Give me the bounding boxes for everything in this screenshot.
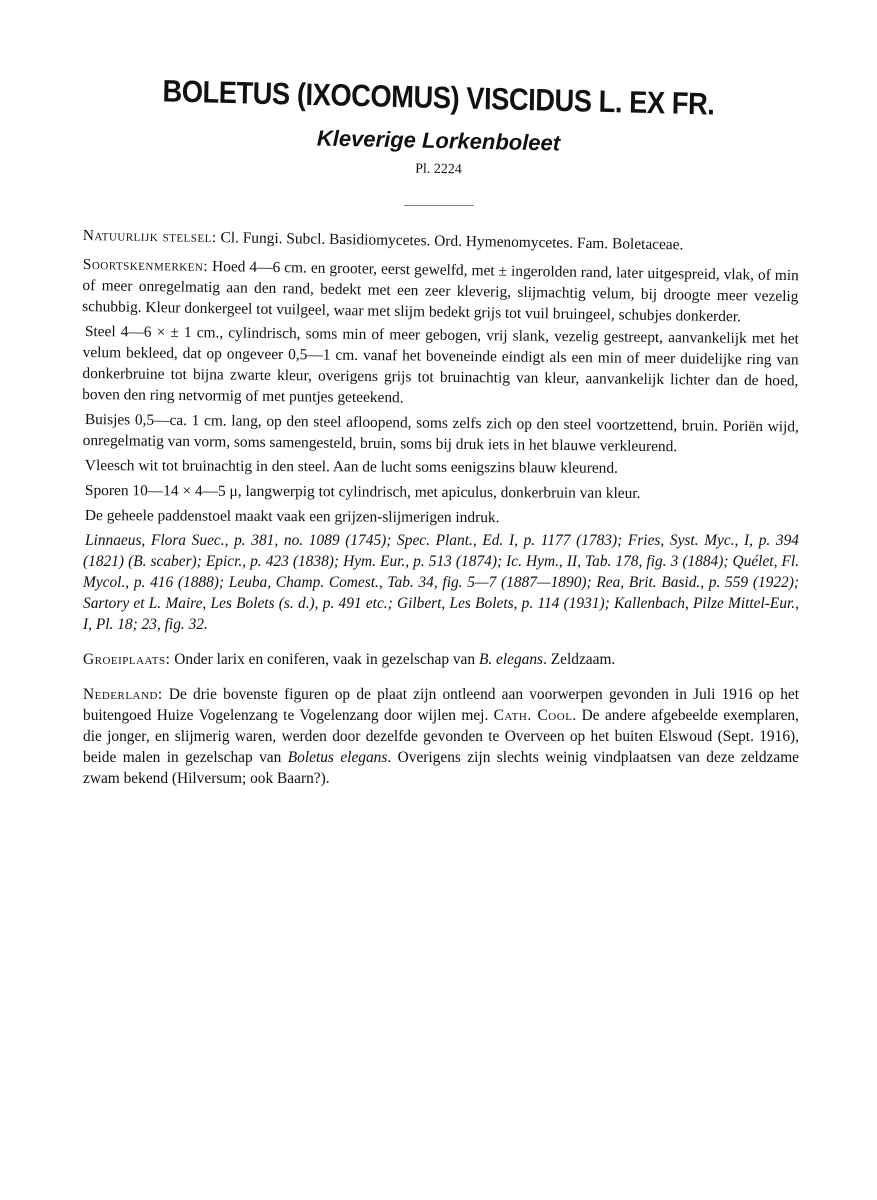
geheele-paragraph: De geheele paddenstoel maakt vaak een grijzen-slijmerigen indruk. [84,507,500,527]
references-paragraph: Linnaeus, Flora Suec., p. 381, no. 1089 (1745); Spec. Plant., Ed. I, p. 1177 (1783); Fries, Syst. Myc., I, p. 394 (1821) (B. scaber); Epicr., p. 423 (1838); Hym. Eur., p. 513 (1874); Ic. Hym., II, Tab. 178, fig. 3 (1884); Quélet, Fl. Mycol., p. 416 (1888); Leuba, Champ. Comest., Tab. 34, fig. 5—7 (1887—1890); Rea, Brit. Basid., p. 559 (1922); Sartory et L. Maire, Les Bolets (s. d.), p. 491 etc.; Gilbert, Les Bolets, p. 114 (1931); Kallenbach, Pilze Mittel-Eur., I, Pl. 18; 23, fig. 32. [83,532,799,633]
sporen-paragraph: Sporen 10—14 × 4—5 μ, langwerpig tot cylindrisch, met apiculus, donkerbruin van kleur. [84,482,641,502]
vleesch-paragraph: Vleesch wit tot bruinachtig in den steel. Aan de lucht soms eenigszins blauw kleurend. [84,457,618,477]
soortskenmerken-text: Hoed 4—6 cm. en grooter, eerst gewelfd, met ± ingerolden rand, later uitgespreid, vlak, of min of meer onregelmatig aan den rand, bedekt met een zeer kleverig, slijmachtig velum, bij droogte meer vezelig schubbig. Kleur donkergeel tot vuilgeel, waar met slijm bedekt grijs tot vuil bruingeel, schubjes donkerder. [82,257,799,326]
groeiplaats-text-after: . Zeldzaam. [543,651,616,668]
page-subtitle: Kleverige Lorkenboleet [316,125,561,156]
page-title: BOLETUS (IXOCOMUS) VISCIDUS L. EX FR. [162,73,715,122]
nederland-label: Nederland: [83,686,163,703]
soortskenmerken-label: Soortskenmerken: [82,255,209,275]
nederland-text-after: . Overigens zijn slechts weinig vindplaatsen van deze zeldzame zwam bekend (Hilversum; ook Baarn?). [83,749,799,787]
groeiplaats-species: B. elegans [478,651,544,668]
steel-paragraph: Steel 4—6 × ± 1 cm., cylindrisch, soms min of meer gebogen, vrij slank, vezelig gestreept, aanvankelijk met het velum bekleed, dat op ongeveer 0,5—1 cm. vanaf het boveneinde eindigt als een min of meer duidelijke ring van donkerbruine tot bijna zwarte kleur, overigens grijs tot bruinachtig van kleur, aanvankelijk lichter dan de hoed, boven den ring netvormig of met puntjes geteekend. [82,323,799,407]
nederland-species: Boletus elegans [287,749,388,766]
nederland-person: Cath. Cool [493,707,573,724]
stelsel-paragraph [83,225,799,257]
title-divider [404,205,474,206]
stelsel-label: Natuurlijk stelsel: [82,226,217,247]
plate-number: Pl. 2224 [415,161,462,178]
stelsel-text: Cl. Fungi. Subcl. Basidiomycetes. Ord. Hymenomycetes. Fam. Boletaceae. [216,229,684,254]
body-text [83,225,799,793]
groeiplaats-label: Groeiplaats: [83,651,171,668]
nederland-text-middle: . De andere afgebeelde exemplaren, die jonger, en slijmerig waren, werden door dezelfde gevonden te Overveen op het buiten Elswoud (Sept. 1916), beide malen in gezelschap van [83,707,799,766]
buisjes-paragraph: Buisjes 0,5—ca. 1 cm. lang, op den steel afloopend, soms zelfs zich op den steel voortzettend, bruin. Poriën wijd, onregelmatig van vorm, soms samengesteld, bruin, soms bij druk iets in het blauwe verkleurend. [82,411,799,456]
soortskenmerken-paragraph [82,254,799,328]
nederland-paragraph [83,684,799,789]
nederland-text-before: De drie bovenste figuren op de plaat zijn ontleend aan voorwerpen gevonden in Juli 1916 op het buitengoed Huize Vogelenzang te Vogelenzang door wijlen mej. [83,686,799,724]
groeiplaats-paragraph [83,649,799,670]
groeiplaats-text-before: Onder larix en coniferen, vaak in gezelschap van [170,651,479,668]
